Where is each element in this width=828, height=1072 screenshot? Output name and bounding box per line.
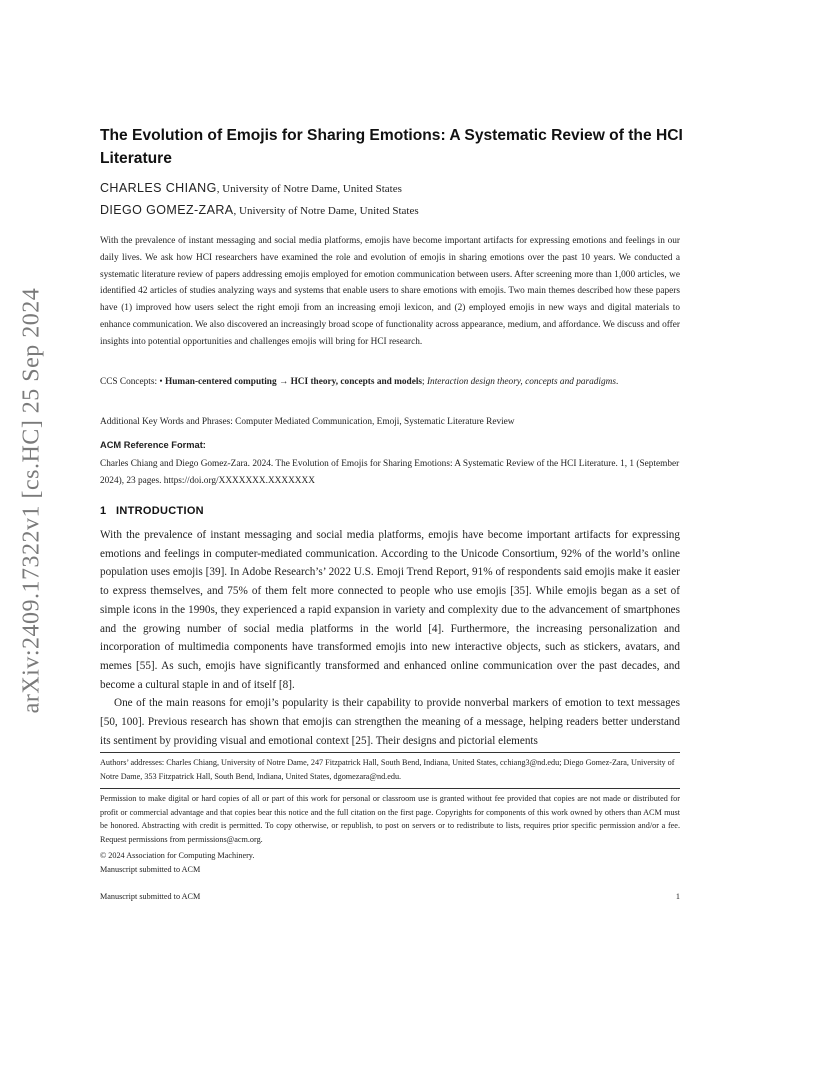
author-affiliation: , University of Notre Dame, United States — [233, 205, 419, 217]
ccs-prefix: CCS Concepts: • — [100, 377, 165, 387]
ccs-separator: ; — [422, 377, 427, 387]
author-name: CHARLES CHIANG — [100, 181, 217, 195]
arxiv-sidebar-stamp — [8, 230, 56, 770]
page-number: 1 — [675, 892, 680, 901]
reference-heading: ACM Reference Format: — [100, 440, 206, 450]
ccs-concepts — [100, 374, 680, 391]
author-line-2 — [100, 203, 419, 218]
author-name: DIEGO GOMEZ-ZARA — [100, 203, 234, 217]
permission-divider — [100, 788, 680, 789]
abstract: With the prevalence of instant messaging and social media platforms, emojis have become important artifacts for expressing emotions and feelings in our daily lives. We ask how HCI researchers have examined the role and evolution of emojis in sharing emotions over the past 10 years. We conducted a systematic literature review of papers addressing emojis employed for emotion communication between users. After screening more than 1,000 articles, we identified 42 articles of studies analyzing ways and systems that enable users to share emotions with emojis. Two main themes described how these papers have (1) improved how users select the right emoji from an increasing emoji lexicon, and (2) employed emojis in new ways and digital materials to enhance communication. We also discovered an increasingly broad scope of functionality across appearance, medium, and affordance. We discuss and offer insights into potential opportunities and challenges emojis will bring for HCI research. — [100, 236, 680, 347]
footnote-divider — [100, 752, 680, 753]
page-footer-left: Manuscript submitted to ACM — [100, 892, 201, 901]
manuscript-note: Manuscript submitted to ACM — [100, 865, 201, 874]
permission-notice: Permission to make digital or hard copies of all or part of this work for personal or classroom use is granted without fee provided that copies are not made or distributed for profit or commercial advantage and that copies bear this notice and the full citation on the first page. Copyrights for components of this work owned by others than ACM must be honored. Abstracting with credit is permitted. To copy otherwise, or republish, to post on servers or to redistribute to lists, requires prior specific permission and/or a fee. Request permissions from permissions@acm.org. — [100, 794, 680, 844]
body-text — [100, 526, 680, 750]
paper-title: The Evolution of Emojis for Sharing Emotions: A Systematic Review of the HCI Literature — [100, 127, 683, 167]
ccs-end: . — [615, 377, 619, 387]
reference-text: Charles Chiang and Diego Gomez-Zara. 2024. The Evolution of Emojis for Sharing Emotions: A Systematic Review of the HCI Literature. 1, 1 (September 2024), 23 pages. https://doi.org/XXXXXXX.XXXXXXX — [100, 459, 680, 486]
ccs-italic-term: Interaction design theory, concepts and paradigms — [426, 377, 616, 387]
author-affiliation: , University of Notre Dame, United States — [216, 183, 402, 195]
section-number: 1 — [100, 505, 107, 517]
paragraph: One of the main reasons for emoji’s popularity is their capability to provide nonverbal markers of emotion to text messages [50, 100]. Previous research has shown that emojis can strengthen the meaning of a message, helping readers better understand its sentiment by providing visual and emotional context [25]. Their designs and pictorial elements — [100, 697, 680, 747]
authors-address-footnote: Authors’ addresses: Charles Chiang, University of Notre Dame, 247 Fitzpatrick Hall, South Bend, Indiana, United States, cchiang3@nd.edu; Diego Gomez-Zara, University of Notre Dame, 353 Fitzpatrick Hall, South Bend, Indiana, United States, dgomezara@nd.edu. — [100, 758, 675, 781]
keywords: Additional Key Words and Phrases: Computer Mediated Communication, Emoji, Systematic Literature Review — [100, 417, 515, 427]
section-heading — [100, 505, 204, 517]
ccs-bold-term: Human-centered computing → HCI theory, concepts and models — [164, 377, 423, 387]
section-title: INTRODUCTION — [116, 505, 204, 517]
paragraph: With the prevalence of instant messaging and social media platforms, emojis have become important artifacts for expressing emotions and feelings in computer-mediated communication. According to the Unicode Consortium, 92% of the world’s online population uses emojis [39]. In Adobe Research’s’ 2022 U.S. Emoji Trend Report, 91% of respondents said emojis make it easier to express themselves, and 75% of them felt more connected to people who use emojis [35]. While emojis began as a set of simple icons in the 1990s, they experienced a rapid expansion in variety and complexity due to the advancement of smartphones and the growing number of social media platforms in the world [4]. Furthermore, the increasing personalization and incorporation of multimedia components have transformed emojis into new interactive objects, such as stickers, avatars, and memes [55]. As such, emojis have significantly transformed and enhanced online communication over the past decades, and become a cultural staple in and of itself [8]. — [100, 529, 680, 691]
arxiv-id-text: arXiv:2409.17322v1 [cs.HC] 25 Sep 2024 — [18, 287, 45, 713]
author-line-1 — [100, 181, 402, 196]
copyright-notice: © 2024 Association for Computing Machinery. — [100, 851, 255, 860]
